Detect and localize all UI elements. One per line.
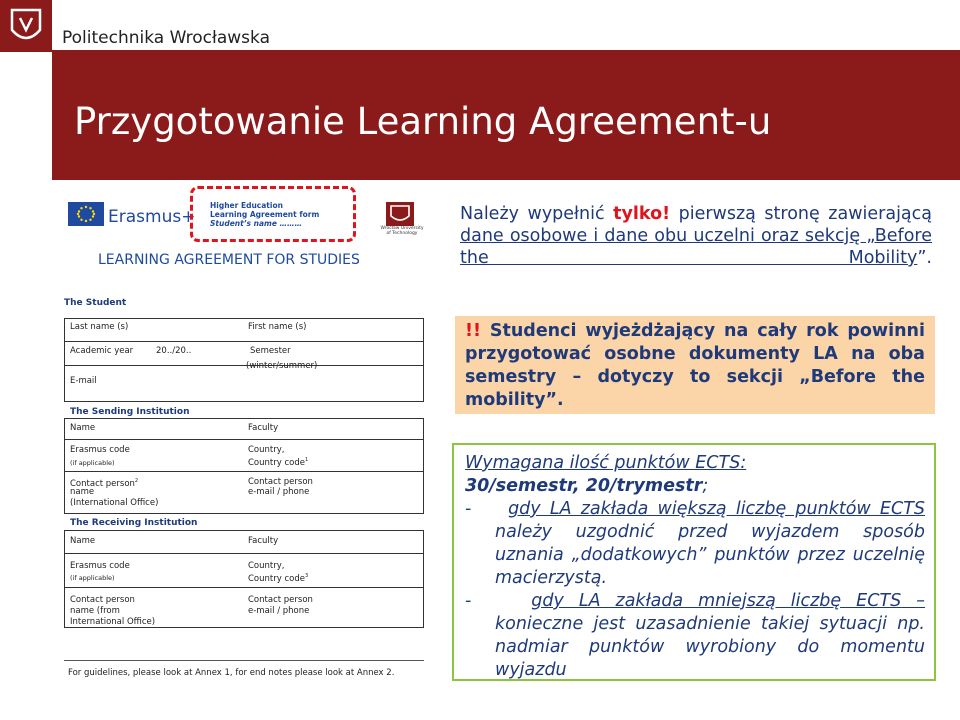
erasmus-logo-text: Erasmus+ [108, 207, 196, 227]
sending-contact-name-label: name [70, 487, 95, 497]
semester-label: Semester [250, 346, 291, 356]
receiving-contact-right-label: Contact person [248, 595, 313, 605]
first-name-label: First name (s) [248, 322, 307, 332]
warning-paragraph: !! Studenci wyjeżdżający na cały rok powinni przygotować osobne dokumenty LA na oba semestry – dotyczy to sekcji „Before the mobility”. [465, 321, 925, 410]
receiving-contact-office-label: International Office) [70, 617, 156, 627]
sending-contact-label: Contact person$^2$ [70, 478, 139, 489]
guidelines-divider [64, 660, 424, 661]
ects-bullet-more-rest: należy uzgodnić przed wyjazdem sposób uznania „dodatkowych” punktów przez uczelnię macierzystą. [495, 522, 925, 588]
wroclaw-university-logo-icon [386, 202, 414, 226]
sending-name-label: Name [70, 423, 96, 433]
wroclaw-logo-caption: Wrocław University of Technology [380, 226, 424, 236]
receiving-faculty-label: Faculty [248, 536, 279, 546]
guidelines-text: For guidelines, please look at Annex 1, for end notes please look at Annex 2. [68, 668, 395, 678]
student-section-title: The Student [64, 298, 127, 308]
receiving-country-code-label: Country code$^3$ [248, 573, 309, 584]
last-name-label: Last name (s) [70, 322, 129, 332]
sending-section-title: The Sending Institution [70, 407, 190, 417]
receiving-email-phone-label: e-mail / phone [248, 606, 310, 616]
email-label: E-mail [70, 376, 97, 386]
ects-bullet-less-rest: konieczne jest uzasadnienie takiej sytuacji np. nadmiar punktów wyrobiony do momentu wyjazdu [495, 614, 925, 680]
eu-flag-icon [68, 202, 104, 226]
ects-bullet-less: - gdy LA zakłada mniejszą liczbę ECTS – [465, 591, 925, 611]
academic-year-value: 20../20.. [156, 346, 192, 356]
sending-if-applicable: (if applicable) [70, 459, 115, 467]
receiving-section-title: The Receiving Institution [70, 518, 198, 528]
sending-erasmus-code-label: Erasmus code [70, 445, 130, 455]
page-title: Przygotowanie Learning Agreement-u [74, 100, 772, 143]
form-heading: LEARNING AGREEMENT FOR STUDIES [98, 252, 360, 268]
university-name: Politechnika Wrocławska [62, 28, 270, 48]
receiving-country-label: Country, [248, 561, 285, 571]
ects-bullet-more: - gdy LA zakłada większą liczbę punktów ECTS [465, 499, 925, 519]
academic-year-label: Academic year [70, 346, 134, 356]
sending-contact-right-label: Contact person [248, 477, 313, 487]
ects-paragraph [465, 452, 925, 682]
university-crest-icon [0, 0, 52, 52]
ects-requirement: 30/semestr, 20/trymestr; [465, 476, 709, 496]
ects-heading: Wymagana ilość punktów ECTS: [465, 453, 747, 473]
receiving-contact-label: Contact person [70, 595, 135, 605]
sending-email-phone-label: e-mail / phone [248, 487, 310, 497]
sending-contact-office-label: (International Office) [70, 498, 159, 508]
receiving-name-label: Name [70, 536, 96, 546]
instruction-paragraph: Należy wypełnić tylko! pierwszą stronę zawierającą dane osobowe i dane obu uczelni oraz sekcję „Before the Mobility”. [460, 204, 932, 268]
receiving-if-applicable: (if applicable) [70, 574, 115, 582]
receiving-contact-name-label: name (from [70, 606, 120, 616]
higher-education-label: Higher Education Learning Agreement form Student’s name ……… [210, 201, 320, 228]
sending-country-code-label: Country code$^1$ [248, 457, 309, 468]
sending-country-label: Country, [248, 445, 285, 455]
semester-hint: (winter/summer) [246, 361, 318, 371]
sending-faculty-label: Faculty [248, 423, 279, 433]
receiving-erasmus-code-label: Erasmus code [70, 561, 130, 571]
